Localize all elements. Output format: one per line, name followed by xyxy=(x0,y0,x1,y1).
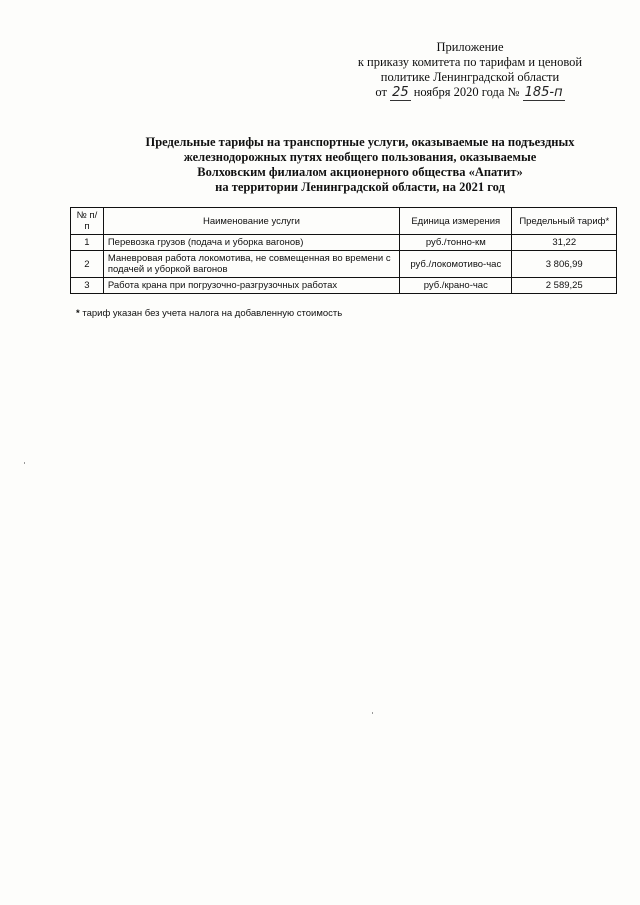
header-name: Наименование услуги xyxy=(103,208,399,235)
appendix-label: Приложение xyxy=(436,40,504,54)
appendix-date-line xyxy=(340,85,600,100)
appendix-header xyxy=(340,40,600,100)
header-unit: Единица измерения xyxy=(400,208,512,235)
row-price: 2 589,25 xyxy=(512,278,617,294)
scan-speck xyxy=(372,712,373,714)
date-prefix: от xyxy=(375,85,387,99)
header-num: № п/п xyxy=(71,208,104,235)
appendix-committee-line: политике Ленинградской области xyxy=(380,70,560,84)
title-line-4: на территории Ленинградской области, на 2021 год xyxy=(215,180,505,194)
handwritten-order-number: 185-п xyxy=(524,85,563,100)
table-row xyxy=(71,278,617,294)
row-unit: руб./крано-час xyxy=(400,278,512,294)
header-price: Предельный тариф* xyxy=(512,208,617,235)
footnote-text: тариф указан без учета налога на добавленную стоимость xyxy=(79,308,343,319)
table-header-row xyxy=(71,208,617,235)
row-price: 3 806,99 xyxy=(512,251,617,278)
table-row xyxy=(71,251,617,278)
handwritten-day: 25 xyxy=(392,85,409,100)
row-name: Работа крана при погрузочно-разгрузочных работах xyxy=(103,278,399,294)
footnote xyxy=(76,308,342,319)
tariff-table xyxy=(70,207,617,294)
footnote-marker: * xyxy=(76,308,80,319)
row-num: 1 xyxy=(71,235,104,251)
scan-speck xyxy=(24,462,25,464)
row-unit: руб./локомотиво-час xyxy=(400,251,512,278)
title-line-3: Волховским филиалом акционерного общества «Апатит» xyxy=(197,165,523,179)
date-month-year: ноября 2020 года № xyxy=(413,85,520,99)
row-name: Перевозка грузов (подача и уборка вагонов) xyxy=(103,235,399,251)
row-name: Маневровая работа локомотива, не совмещенная во времени с подачей и уборкой вагонов xyxy=(103,251,399,278)
document-title xyxy=(110,135,610,195)
table-row xyxy=(71,235,617,251)
title-line-1: Предельные тарифы на транспортные услуги, оказываемые на подъездных xyxy=(145,135,575,149)
row-num: 2 xyxy=(71,251,104,278)
appendix-order-line: к приказу комитета по тарифам и ценовой xyxy=(357,55,583,69)
row-num: 3 xyxy=(71,278,104,294)
title-line-2: железнодорожных путях необщего пользования, оказываемые xyxy=(183,150,537,164)
row-unit: руб./тонно-км xyxy=(400,235,512,251)
row-price: 31,22 xyxy=(512,235,617,251)
